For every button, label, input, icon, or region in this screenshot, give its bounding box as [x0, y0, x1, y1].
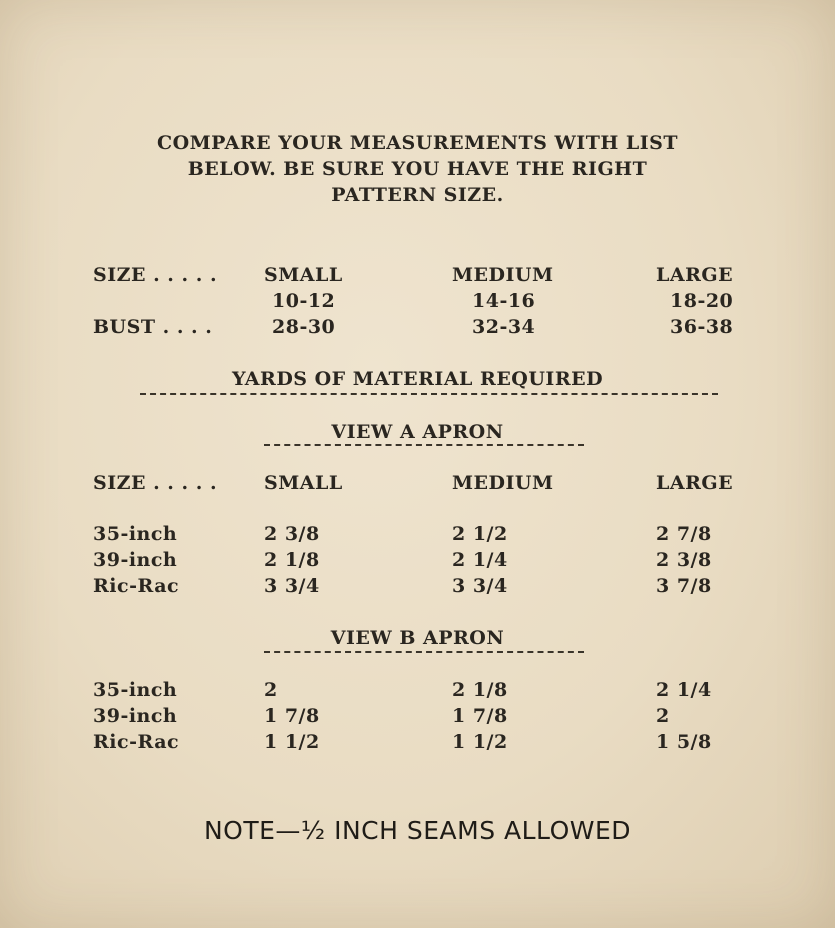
bust-medium: 32-34: [472, 316, 536, 338]
size-large: LARGE: [656, 264, 734, 286]
view-a-medium-value: 3 3/4: [452, 575, 508, 597]
view-a-medium-value: 2 1/2: [452, 523, 508, 545]
view-a-row: [0, 549, 835, 575]
view-b-row-label: 39-inch: [93, 705, 178, 727]
yardage-title: YARDS OF MATERIAL REQUIRED: [231, 368, 604, 390]
size-number-small: 10-12: [272, 290, 336, 312]
view-a-title: VIEW A APRON: [331, 421, 504, 443]
view-a-row-label: 39-inch: [93, 549, 178, 571]
bust-small: 28-30: [272, 316, 336, 338]
view-a-size-medium: MEDIUM: [452, 472, 554, 494]
view-a-large-value: 2 7/8: [656, 523, 712, 545]
instructions-heading: [0, 130, 835, 208]
view-a-size-large: LARGE: [656, 472, 734, 494]
view-a-row: [0, 575, 835, 601]
view-b-small-value: 2: [264, 679, 278, 701]
view-a-large-value: 2 3/8: [656, 549, 712, 571]
view-a-row-label: 35-inch: [93, 523, 178, 545]
bust-large: 36-38: [670, 316, 734, 338]
bust-label: BUST . . . .: [93, 316, 213, 338]
heading-line-2: BELOW. BE SURE YOU HAVE THE RIGHT: [187, 158, 648, 180]
view-a-size-row: [0, 472, 835, 498]
view-b-row: [0, 679, 835, 705]
heading-line-3: PATTERN SIZE.: [331, 184, 504, 206]
view-b-medium-value: 1 7/8: [452, 705, 508, 727]
view-a-row-label: Ric-Rac: [93, 575, 180, 597]
bust-row: [0, 316, 835, 342]
view-b-title: VIEW B APRON: [330, 627, 505, 649]
size-number-row: [0, 290, 835, 316]
view-a-medium-value: 2 1/4: [452, 549, 508, 571]
view-b-row: [0, 731, 835, 757]
view-a-size-small: SMALL: [264, 472, 343, 494]
size-number-large: 18-20: [670, 290, 734, 312]
yardage-divider: [140, 393, 718, 395]
view-b-row: [0, 705, 835, 731]
heading-line-1: COMPARE YOUR MEASUREMENTS WITH LIST: [156, 132, 679, 154]
view-b-row-label: 35-inch: [93, 679, 178, 701]
view-b-small-value: 1 7/8: [264, 705, 320, 727]
view-b-medium-value: 1 1/2: [452, 731, 508, 753]
size-medium: MEDIUM: [452, 264, 554, 286]
seam-allowance-note: NOTE—½ INCH SEAMS ALLOWED: [203, 816, 632, 845]
view-a-row: [0, 523, 835, 549]
view-b-large-value: 2: [656, 705, 670, 727]
view-b-large-value: 2 1/4: [656, 679, 712, 701]
view-b-divider: [264, 651, 584, 653]
size-label: SIZE . . . . .: [93, 264, 218, 286]
view-a-size-label: SIZE . . . . .: [93, 472, 218, 494]
view-b-row-label: Ric-Rac: [93, 731, 180, 753]
size-number-medium: 14-16: [472, 290, 536, 312]
view-a-large-value: 3 7/8: [656, 575, 712, 597]
view-a-small-value: 3 3/4: [264, 575, 320, 597]
view-b-small-value: 1 1/2: [264, 731, 320, 753]
view-a-small-value: 2 1/8: [264, 549, 320, 571]
view-a-divider: [264, 444, 584, 446]
view-b-medium-value: 2 1/8: [452, 679, 508, 701]
view-b-large-value: 1 5/8: [656, 731, 712, 753]
view-a-small-value: 2 3/8: [264, 523, 320, 545]
size-row: [0, 264, 835, 290]
size-small: SMALL: [264, 264, 343, 286]
